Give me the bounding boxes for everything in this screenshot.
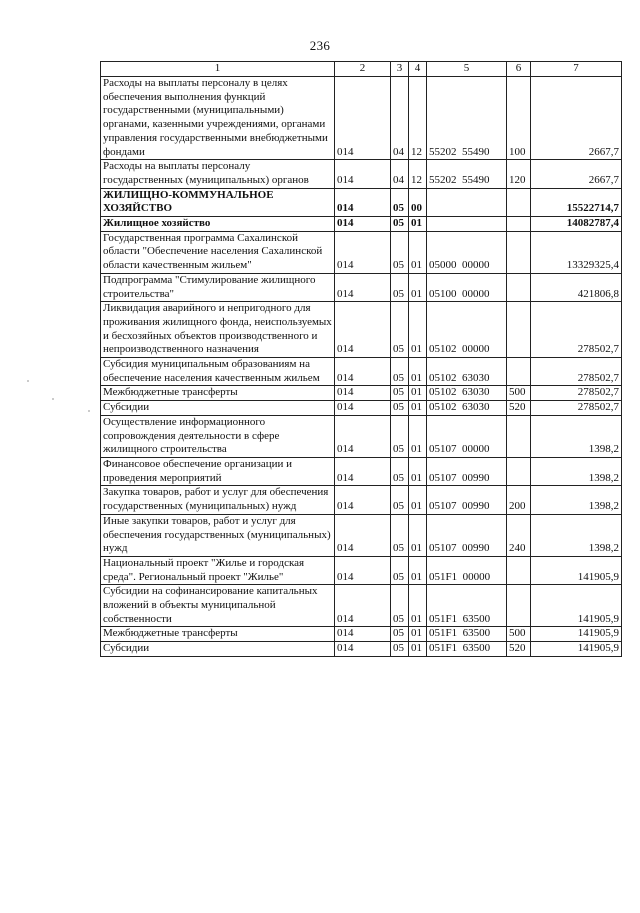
cell-name: Субсидии — [101, 401, 335, 416]
cell-name: Закупка товаров, работ и услуг для обеспечения государственных (муниципальных) нужд — [101, 486, 335, 514]
cell-target-article: 051F1 63500 — [427, 627, 507, 642]
cell-subsection: 01 — [409, 217, 427, 232]
cell-section: 05 — [391, 302, 409, 358]
cell-expense-type — [507, 217, 531, 232]
table-row — [101, 627, 622, 642]
cell-section: 05 — [391, 188, 409, 216]
cell-amount: 14082787,4 — [531, 217, 622, 232]
cell-expense-type: 240 — [507, 514, 531, 556]
cell-subsection: 01 — [409, 627, 427, 642]
cell-amount: 1398,2 — [531, 415, 622, 457]
cell-section: 05 — [391, 386, 409, 401]
cell-name: Межбюджетные трансферты — [101, 386, 335, 401]
cell-expense-type: 520 — [507, 642, 531, 657]
cell-amount: 2667,7 — [531, 160, 622, 188]
cell-target-article — [427, 217, 507, 232]
cell-expense-type: 500 — [507, 627, 531, 642]
column-header: 3 — [391, 62, 409, 77]
table-row — [101, 401, 622, 416]
cell-section: 05 — [391, 401, 409, 416]
column-header: 4 — [409, 62, 427, 77]
table-row — [101, 160, 622, 188]
cell-grbs: 014 — [335, 358, 391, 386]
cell-target-article: 05102 63030 — [427, 401, 507, 416]
cell-subsection: 01 — [409, 486, 427, 514]
cell-name: Финансовое обеспечение организации и проведения мероприятий — [101, 457, 335, 485]
cell-target-article: 55202 55490 — [427, 160, 507, 188]
cell-subsection: 01 — [409, 273, 427, 301]
cell-expense-type: 100 — [507, 77, 531, 160]
cell-name: Межбюджетные трансферты — [101, 627, 335, 642]
table-row — [101, 77, 622, 160]
cell-expense-type — [507, 457, 531, 485]
cell-expense-type — [507, 358, 531, 386]
cell-expense-type: 520 — [507, 401, 531, 416]
cell-name: Субсидии на софинансирование капитальных вложений в объекты муниципальной собственности — [101, 585, 335, 627]
table-row — [101, 273, 622, 301]
cell-section: 05 — [391, 486, 409, 514]
cell-expense-type — [507, 585, 531, 627]
cell-grbs: 014 — [335, 401, 391, 416]
cell-section: 05 — [391, 217, 409, 232]
cell-expense-type — [507, 231, 531, 273]
cell-amount: 1398,2 — [531, 486, 622, 514]
cell-amount: 278502,7 — [531, 302, 622, 358]
table-row — [101, 642, 622, 657]
cell-section: 05 — [391, 642, 409, 657]
cell-section: 04 — [391, 77, 409, 160]
scan-speck — [88, 410, 90, 412]
cell-target-article: 05107 00990 — [427, 486, 507, 514]
table-row — [101, 585, 622, 627]
scan-speck — [27, 380, 29, 382]
cell-target-article: 05102 00000 — [427, 302, 507, 358]
cell-name: Ликвидация аварийного и непригодного для проживания жилищного фонда, неиспользуемых и бесхозяйных объектов производственного и непроизводственного назначения — [101, 302, 335, 358]
cell-amount: 1398,2 — [531, 514, 622, 556]
cell-subsection: 12 — [409, 160, 427, 188]
cell-grbs: 014 — [335, 386, 391, 401]
cell-subsection: 01 — [409, 556, 427, 584]
cell-subsection: 01 — [409, 231, 427, 273]
table-row — [101, 188, 622, 216]
cell-grbs: 014 — [335, 556, 391, 584]
cell-expense-type — [507, 302, 531, 358]
scan-speck — [52, 398, 54, 400]
cell-subsection: 01 — [409, 585, 427, 627]
cell-grbs: 014 — [335, 457, 391, 485]
column-header: 5 — [427, 62, 507, 77]
cell-amount: 141905,9 — [531, 585, 622, 627]
cell-name: Государственная программа Сахалинской области "Обеспечение населения Сахалинской области качественным жильем" — [101, 231, 335, 273]
table-row — [101, 302, 622, 358]
cell-amount: 421806,8 — [531, 273, 622, 301]
cell-subsection: 01 — [409, 642, 427, 657]
table-row — [101, 415, 622, 457]
cell-name: Жилищное хозяйство — [101, 217, 335, 232]
cell-target-article: 05100 00000 — [427, 273, 507, 301]
cell-name: Субсидии — [101, 642, 335, 657]
cell-grbs: 014 — [335, 217, 391, 232]
cell-expense-type: 120 — [507, 160, 531, 188]
cell-name: ЖИЛИЩНО-КОММУНАЛЬНОЕ ХОЗЯЙСТВО — [101, 188, 335, 216]
cell-expense-type: 500 — [507, 386, 531, 401]
cell-section: 05 — [391, 556, 409, 584]
cell-section: 05 — [391, 415, 409, 457]
table-row — [101, 358, 622, 386]
column-header: 1 — [101, 62, 335, 77]
cell-target-article: 05107 00990 — [427, 514, 507, 556]
column-header: 2 — [335, 62, 391, 77]
table-header-row — [101, 62, 622, 77]
cell-amount: 141905,9 — [531, 627, 622, 642]
cell-name: Подпрограмма "Стимулирование жилищного строительства" — [101, 273, 335, 301]
cell-expense-type — [507, 415, 531, 457]
page-number: 236 — [309, 38, 331, 53]
table-row — [101, 457, 622, 485]
cell-expense-type — [507, 188, 531, 216]
cell-amount: 15522714,7 — [531, 188, 622, 216]
cell-target-article: 05102 63030 — [427, 386, 507, 401]
cell-expense-type: 200 — [507, 486, 531, 514]
cell-name: Иные закупки товаров, работ и услуг для обеспечения государственных (муниципальных) нужд — [101, 514, 335, 556]
table-row — [101, 556, 622, 584]
cell-amount: 2667,7 — [531, 77, 622, 160]
cell-target-article: 051F1 63500 — [427, 585, 507, 627]
cell-grbs: 014 — [335, 585, 391, 627]
table-row — [101, 514, 622, 556]
cell-amount: 278502,7 — [531, 401, 622, 416]
cell-grbs: 014 — [335, 302, 391, 358]
cell-subsection: 01 — [409, 302, 427, 358]
cell-grbs: 014 — [335, 642, 391, 657]
cell-grbs: 014 — [335, 486, 391, 514]
cell-amount: 278502,7 — [531, 386, 622, 401]
cell-section: 04 — [391, 160, 409, 188]
budget-table — [100, 61, 622, 657]
cell-target-article: 05107 00000 — [427, 415, 507, 457]
cell-grbs: 014 — [335, 160, 391, 188]
cell-amount: 141905,9 — [531, 556, 622, 584]
cell-amount: 13329325,4 — [531, 231, 622, 273]
cell-section: 05 — [391, 585, 409, 627]
cell-subsection: 00 — [409, 188, 427, 216]
cell-grbs: 014 — [335, 77, 391, 160]
cell-subsection: 01 — [409, 358, 427, 386]
cell-target-article: 05000 00000 — [427, 231, 507, 273]
cell-section: 05 — [391, 273, 409, 301]
cell-grbs: 014 — [335, 514, 391, 556]
cell-amount: 141905,9 — [531, 642, 622, 657]
table-row — [101, 386, 622, 401]
cell-grbs: 014 — [335, 273, 391, 301]
column-header: 6 — [507, 62, 531, 77]
cell-section: 05 — [391, 627, 409, 642]
cell-expense-type — [507, 273, 531, 301]
cell-target-article: 55202 55490 — [427, 77, 507, 160]
cell-section: 05 — [391, 358, 409, 386]
cell-subsection: 01 — [409, 457, 427, 485]
cell-section: 05 — [391, 231, 409, 273]
column-header: 7 — [531, 62, 622, 77]
table-row — [101, 217, 622, 232]
cell-name: Осуществление информационного сопровождения деятельности в сфере жилищного строительства — [101, 415, 335, 457]
cell-name: Расходы на выплаты персоналу государственных (муниципальных) органов — [101, 160, 335, 188]
cell-subsection: 01 — [409, 514, 427, 556]
cell-section: 05 — [391, 514, 409, 556]
table-row — [101, 231, 622, 273]
cell-subsection: 01 — [409, 401, 427, 416]
cell-target-article: 051F1 00000 — [427, 556, 507, 584]
cell-subsection: 12 — [409, 77, 427, 160]
cell-grbs: 014 — [335, 415, 391, 457]
cell-amount: 1398,2 — [531, 457, 622, 485]
table-row — [101, 486, 622, 514]
cell-name: Национальный проект "Жилье и городская среда". Региональный проект "Жилье" — [101, 556, 335, 584]
cell-name: Расходы на выплаты персоналу в целях обеспечения выполнения функций государственными (муниципальными) органами, казенными учреждениями, органами управления государственными внебюджетными фондами — [101, 77, 335, 160]
cell-subsection: 01 — [409, 386, 427, 401]
cell-grbs: 014 — [335, 231, 391, 273]
cell-target-article: 05107 00990 — [427, 457, 507, 485]
cell-subsection: 01 — [409, 415, 427, 457]
cell-expense-type — [507, 556, 531, 584]
cell-target-article: 05102 63030 — [427, 358, 507, 386]
cell-grbs: 014 — [335, 188, 391, 216]
cell-section: 05 — [391, 457, 409, 485]
cell-name: Субсидия муниципальным образованиям на обеспечение населения качественным жильем — [101, 358, 335, 386]
cell-grbs: 014 — [335, 627, 391, 642]
cell-target-article — [427, 188, 507, 216]
cell-target-article: 051F1 63500 — [427, 642, 507, 657]
cell-amount: 278502,7 — [531, 358, 622, 386]
